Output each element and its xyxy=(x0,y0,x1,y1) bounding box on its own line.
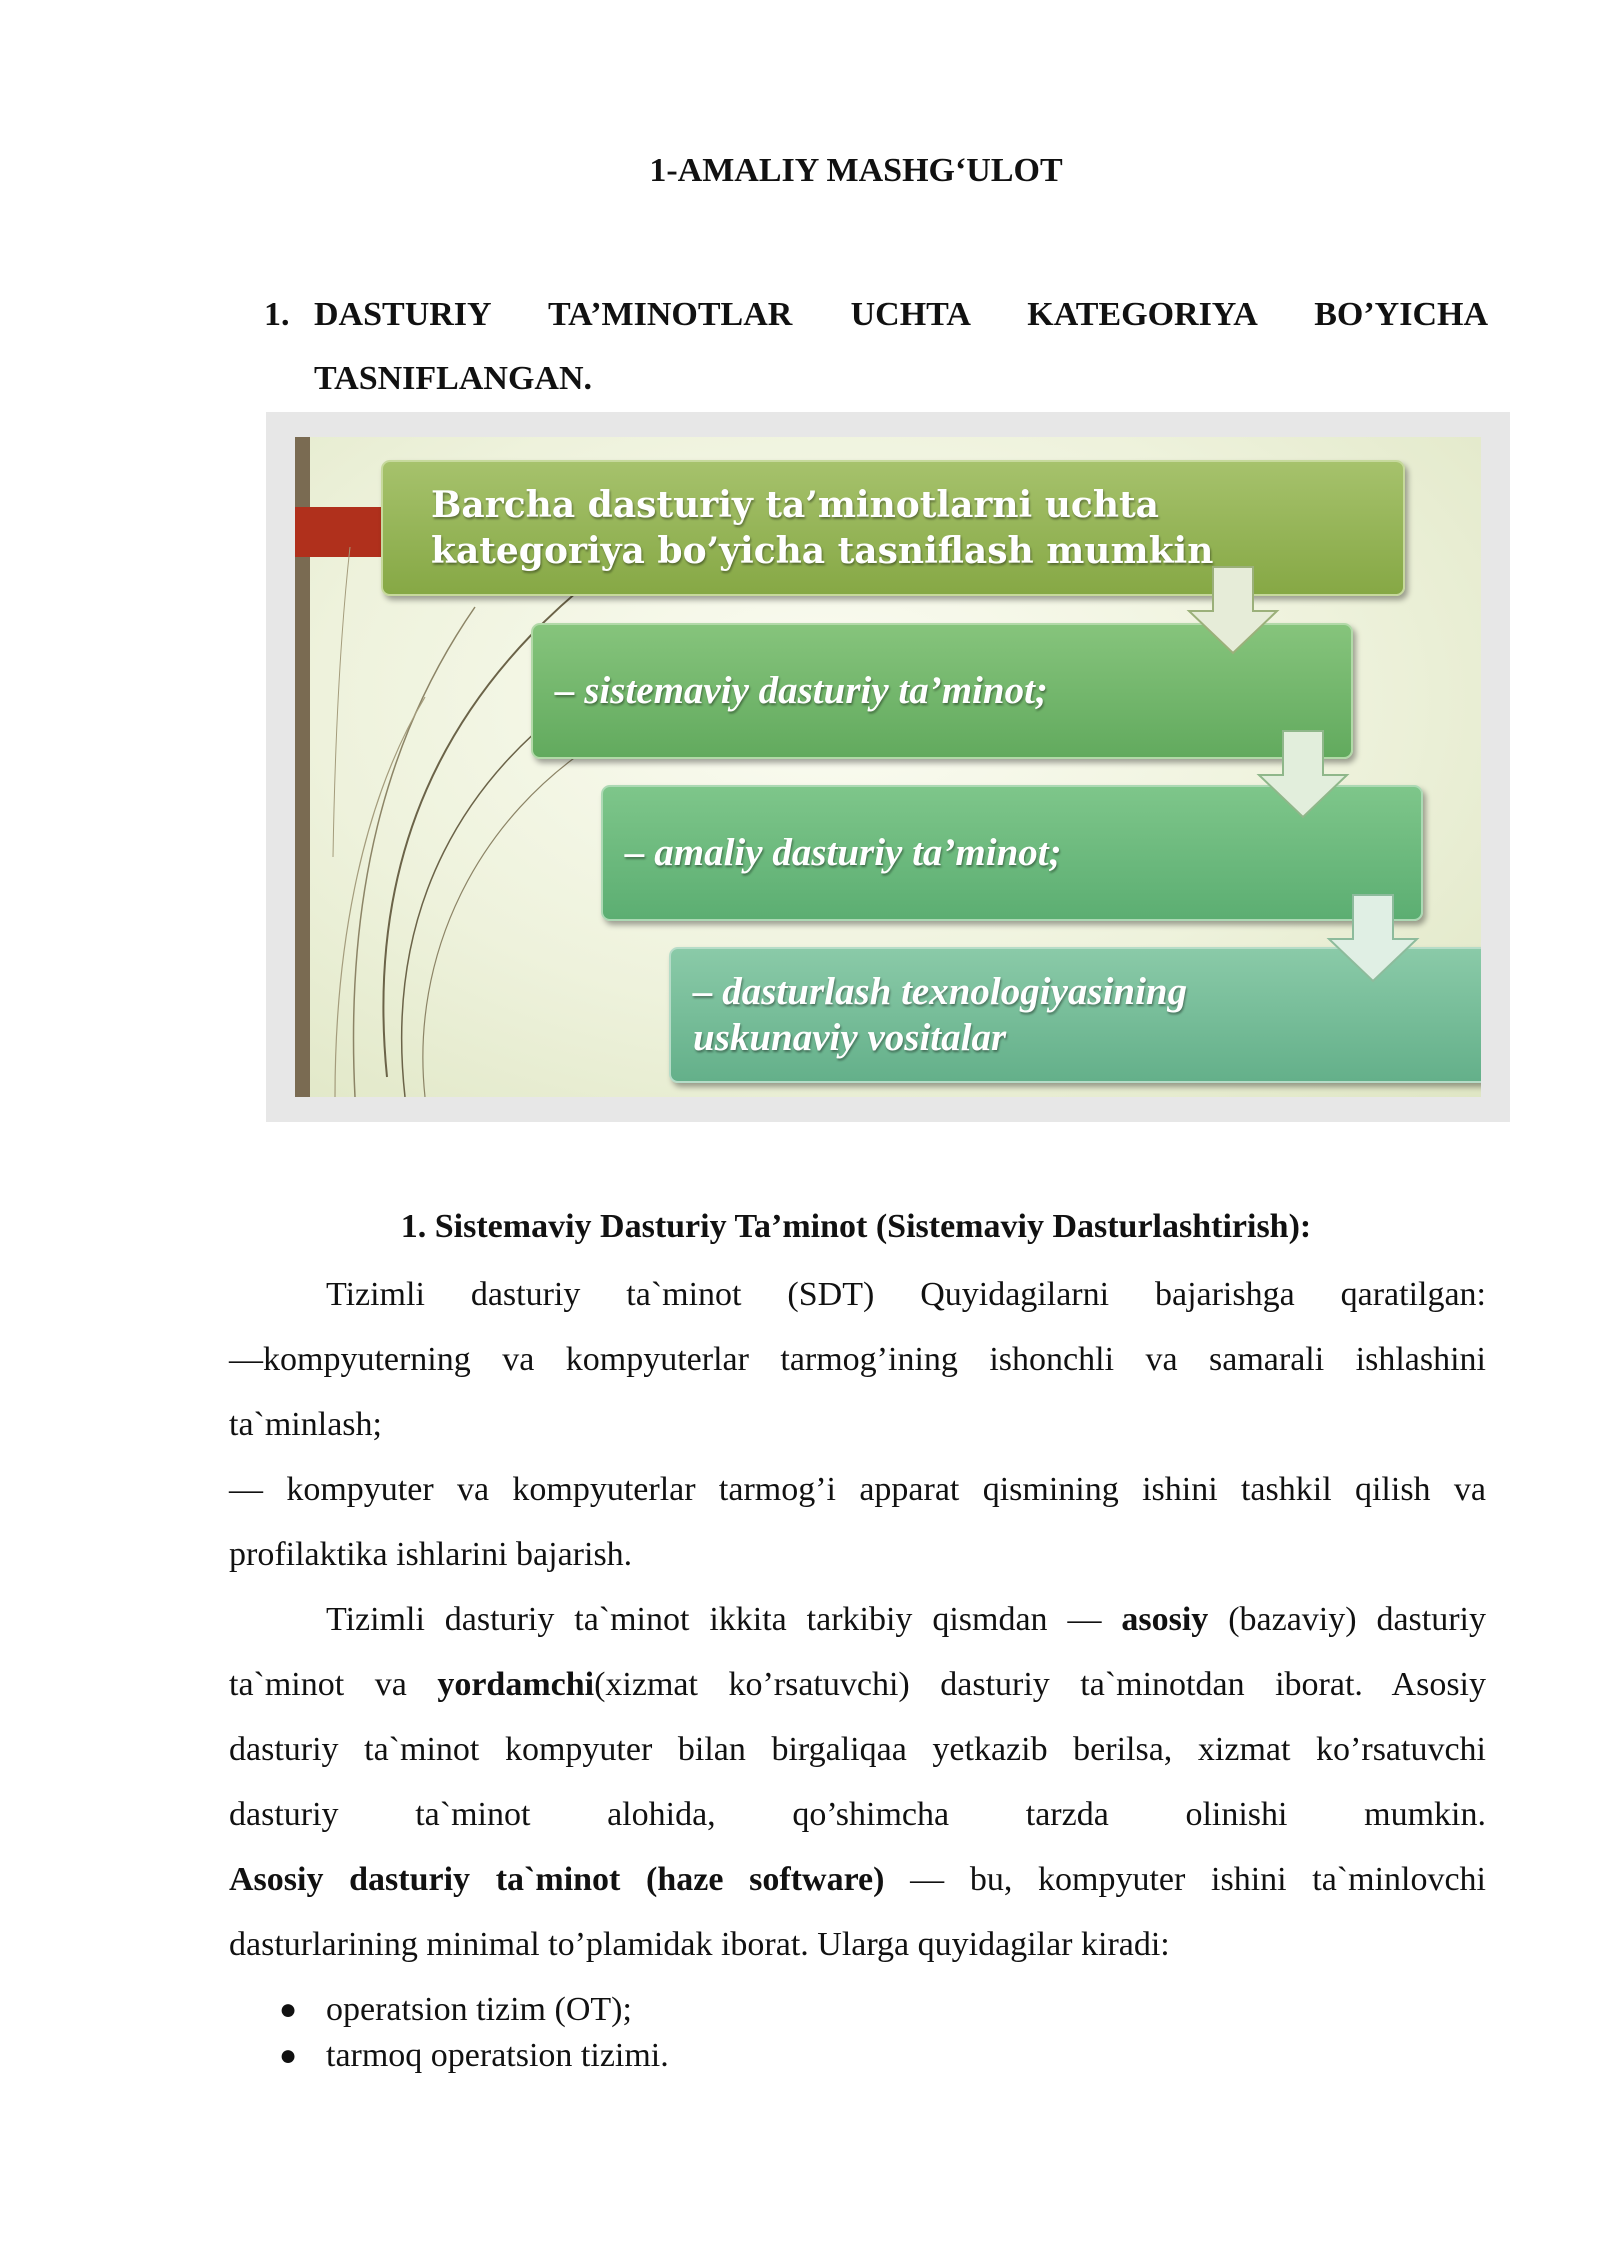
para1-line4: — kompyuter va kompyuterlar tarmog’i apparat qismining ishini tashkil qilish va xyxy=(229,1471,1486,1508)
para2-line4: dasturiy ta`minot alohida, qo’shimcha tarzda olinishi mumkin. xyxy=(229,1796,1486,1833)
bullet-list xyxy=(229,1977,1486,2107)
category-applied-line1: – amaliy dasturiy ta’minot; xyxy=(625,831,1062,874)
bullet-icon: ● xyxy=(279,2039,298,2072)
body-text xyxy=(229,1262,1486,2107)
category-label-system xyxy=(555,668,1341,714)
down-arrow-icon xyxy=(1325,893,1421,985)
para1-line5: profilaktika ishlarini bajarish. xyxy=(229,1536,633,1573)
list-item-text: tarmoq operatsion tizimi. xyxy=(326,2037,669,2074)
list-item xyxy=(229,2023,1486,2088)
section-heading-line2: TASNIFLANGAN. xyxy=(314,360,593,397)
para2-line1 xyxy=(229,1587,1486,1652)
para2-text-a: Tizimli dasturiy ta`minot ikkita tarkibiy qismdan — xyxy=(326,1601,1102,1638)
diagram-slide xyxy=(266,412,1510,1122)
para2-bold-asosiy: asosiy xyxy=(1121,1601,1209,1638)
category-root-line2: kategoriya bo’yicha tasniflash mumkin xyxy=(431,530,1214,572)
diagram-canvas xyxy=(295,437,1481,1097)
para2-text-j: — bu, kompyuter ishini ta`minlovchi xyxy=(910,1861,1487,1898)
category-tools-line2: uskunaviy vositalar xyxy=(693,1016,1007,1059)
para2-text-d: ta`minot va xyxy=(229,1666,407,1703)
category-tools-line1: – dasturlash texnologiyasining xyxy=(693,970,1188,1013)
para1-line2: —kompyuterning va kompyuterlar tarmog’ining ishonchli va samarali ishlashini xyxy=(229,1341,1486,1378)
bullet-icon: ● xyxy=(279,1993,298,2026)
para1-line3: ta`minlash; xyxy=(229,1406,382,1443)
category-root-label xyxy=(431,482,1393,574)
section-number: 1. xyxy=(264,296,290,333)
category-system-line1: – sistemaviy dasturiy ta’minot; xyxy=(555,669,1048,712)
page-title: 1-AMALIY MASHG‘ULOT xyxy=(649,152,1063,189)
section-heading-line1: DASTURIY TA’MINOTLAR UCHTA KATEGORIYA BO’YICHA xyxy=(314,296,1488,333)
list-item-text: operatsion tizim (OT); xyxy=(326,1991,632,2028)
section-heading-text xyxy=(314,283,1488,411)
para2-bold-yordamchi: yordamchi xyxy=(437,1666,595,1703)
para2-text-f: (xizmat ko’rsatuvchi) dasturiy ta`minotdan iborat. Asosiy xyxy=(594,1666,1486,1703)
para1-line1: Tizimli dasturiy ta`minot (SDT) Quyidagilarni bajarishga qaratilgan: xyxy=(326,1276,1486,1313)
para2-line6: dasturlarining minimal to’plamidak iborat. Ularga quyidagilar kiradi: xyxy=(229,1926,1170,1963)
para2-text-c: (bazaviy) dasturiy xyxy=(1228,1601,1487,1638)
subsection-heading: 1. Sistemaviy Dasturiy Ta’minot (Sistemaviy Dasturlashtirish): xyxy=(400,1208,1312,1245)
down-arrow-icon xyxy=(1185,565,1281,657)
category-label-applied xyxy=(625,830,1411,876)
category-root-line1: Barcha dasturiy ta’minotlarni uchta xyxy=(431,484,1159,526)
para2-line3: dasturiy ta`minot kompyuter bilan birgaliqaa yetkazib berilsa, xizmat ko’rsatuvchi xyxy=(229,1731,1486,1768)
para2-line5 xyxy=(229,1847,1486,1912)
para2-bold-definition: Asosiy dasturiy ta`minot (haze software) xyxy=(229,1861,885,1898)
down-arrow-icon xyxy=(1255,729,1351,821)
para2-line2 xyxy=(229,1652,1486,1717)
